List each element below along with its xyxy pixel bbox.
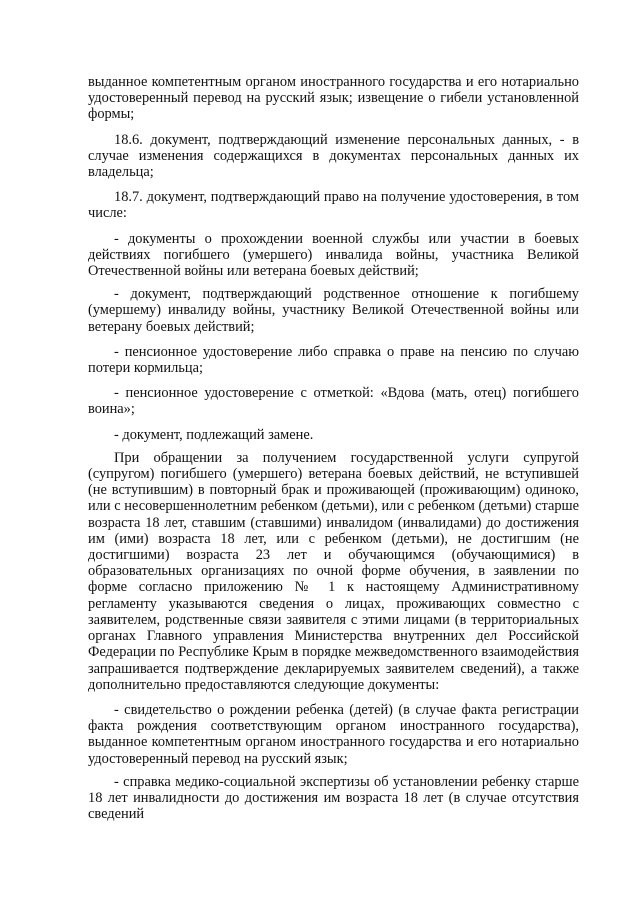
list-item-medical-certificate: - справка медико-социальной экспертизы об установлении ребенку старше 18 лет инвалидности до достижения им возраста 18 лет (в случае отсутствия сведений	[88, 773, 579, 823]
list-item-military-service: - документы о прохождении военной службы или участии в боевых действиях погибшего (умершего) инвалида войны, участника Великой Отечественной войны или ветерана боевых действий;	[88, 230, 579, 280]
list-item-kinship-document: - документ, подтверждающий родственное отношение к погибшему (умершему) инвалиду войны, участнику Великой Отечественной войны или ветерану боевых действий;	[88, 286, 579, 335]
list-item-pension-certificate: - пенсионное удостоверение либо справка о праве на пенсию по случаю потери кормильца;	[88, 343, 579, 377]
document-page	[88, 74, 579, 829]
paragraph-18-7: 18.7. документ, подтверждающий право на получение удостоверения, в том числе:	[88, 189, 579, 222]
list-item-replacement-document: - документ, подлежащий замене.	[114, 426, 314, 443]
paragraph-18-6: 18.6. документ, подтверждающий изменение персональных данных, - в случае изменения содержащихся в документах персональных данных их владельца;	[88, 131, 579, 181]
list-item-birth-certificate: - свидетельство о рождении ребенка (детей) (в случае факта регистрации факта рождения соответствующим органом иностранного государства), выданное компетентным органом иностранного государства и его нотариально удостоверенный перевод на русский язык;	[88, 701, 579, 767]
list-item-pension-widow-mark: - пенсионное удостоверение с отметкой: «Вдова (мать, отец) погибшего воина»;	[88, 385, 579, 418]
paragraph-spouse-application: При обращении за получением государственной услуги супругой (супругом) погибшего (умершего) ветерана боевых действий, не вступившей (не вступившим) в повторный брак и проживающей (проживающим) одиноко, или с несовершеннолетним ребенком (детьми), или с ребенком (детьми) старше возраста 18 лет, ставшим (ставшими) инвалидом (инвалидами) до достижения им (ими) возраста 18 лет, или с ребенком (детьми), не достигшим (не достигшими) возраста 23 лет и обучающимся (обучающимися) в образовательных организациях по очной форме обучения, в заявлении по форме согласно приложению № 1 к настоящему Административному регламенту указываются сведения о лицах, проживающих совместно с заявителем, родственные связи заявителя с этими лицами (в территориальных органах Главного управления Министерства внутренних дел Российской Федерации по Республике Крым в порядке межведомственного взаимодействия запрашивается подтверждение декларируемых заявителем сведений), а также дополнительно предоставляются следующие документы:	[88, 449, 579, 693]
paragraph-continuation: выданное компетентным органом иностранного государства и его нотариально удостоверенный перевод на русский язык; извещение о гибели установленной формы;	[88, 74, 579, 123]
